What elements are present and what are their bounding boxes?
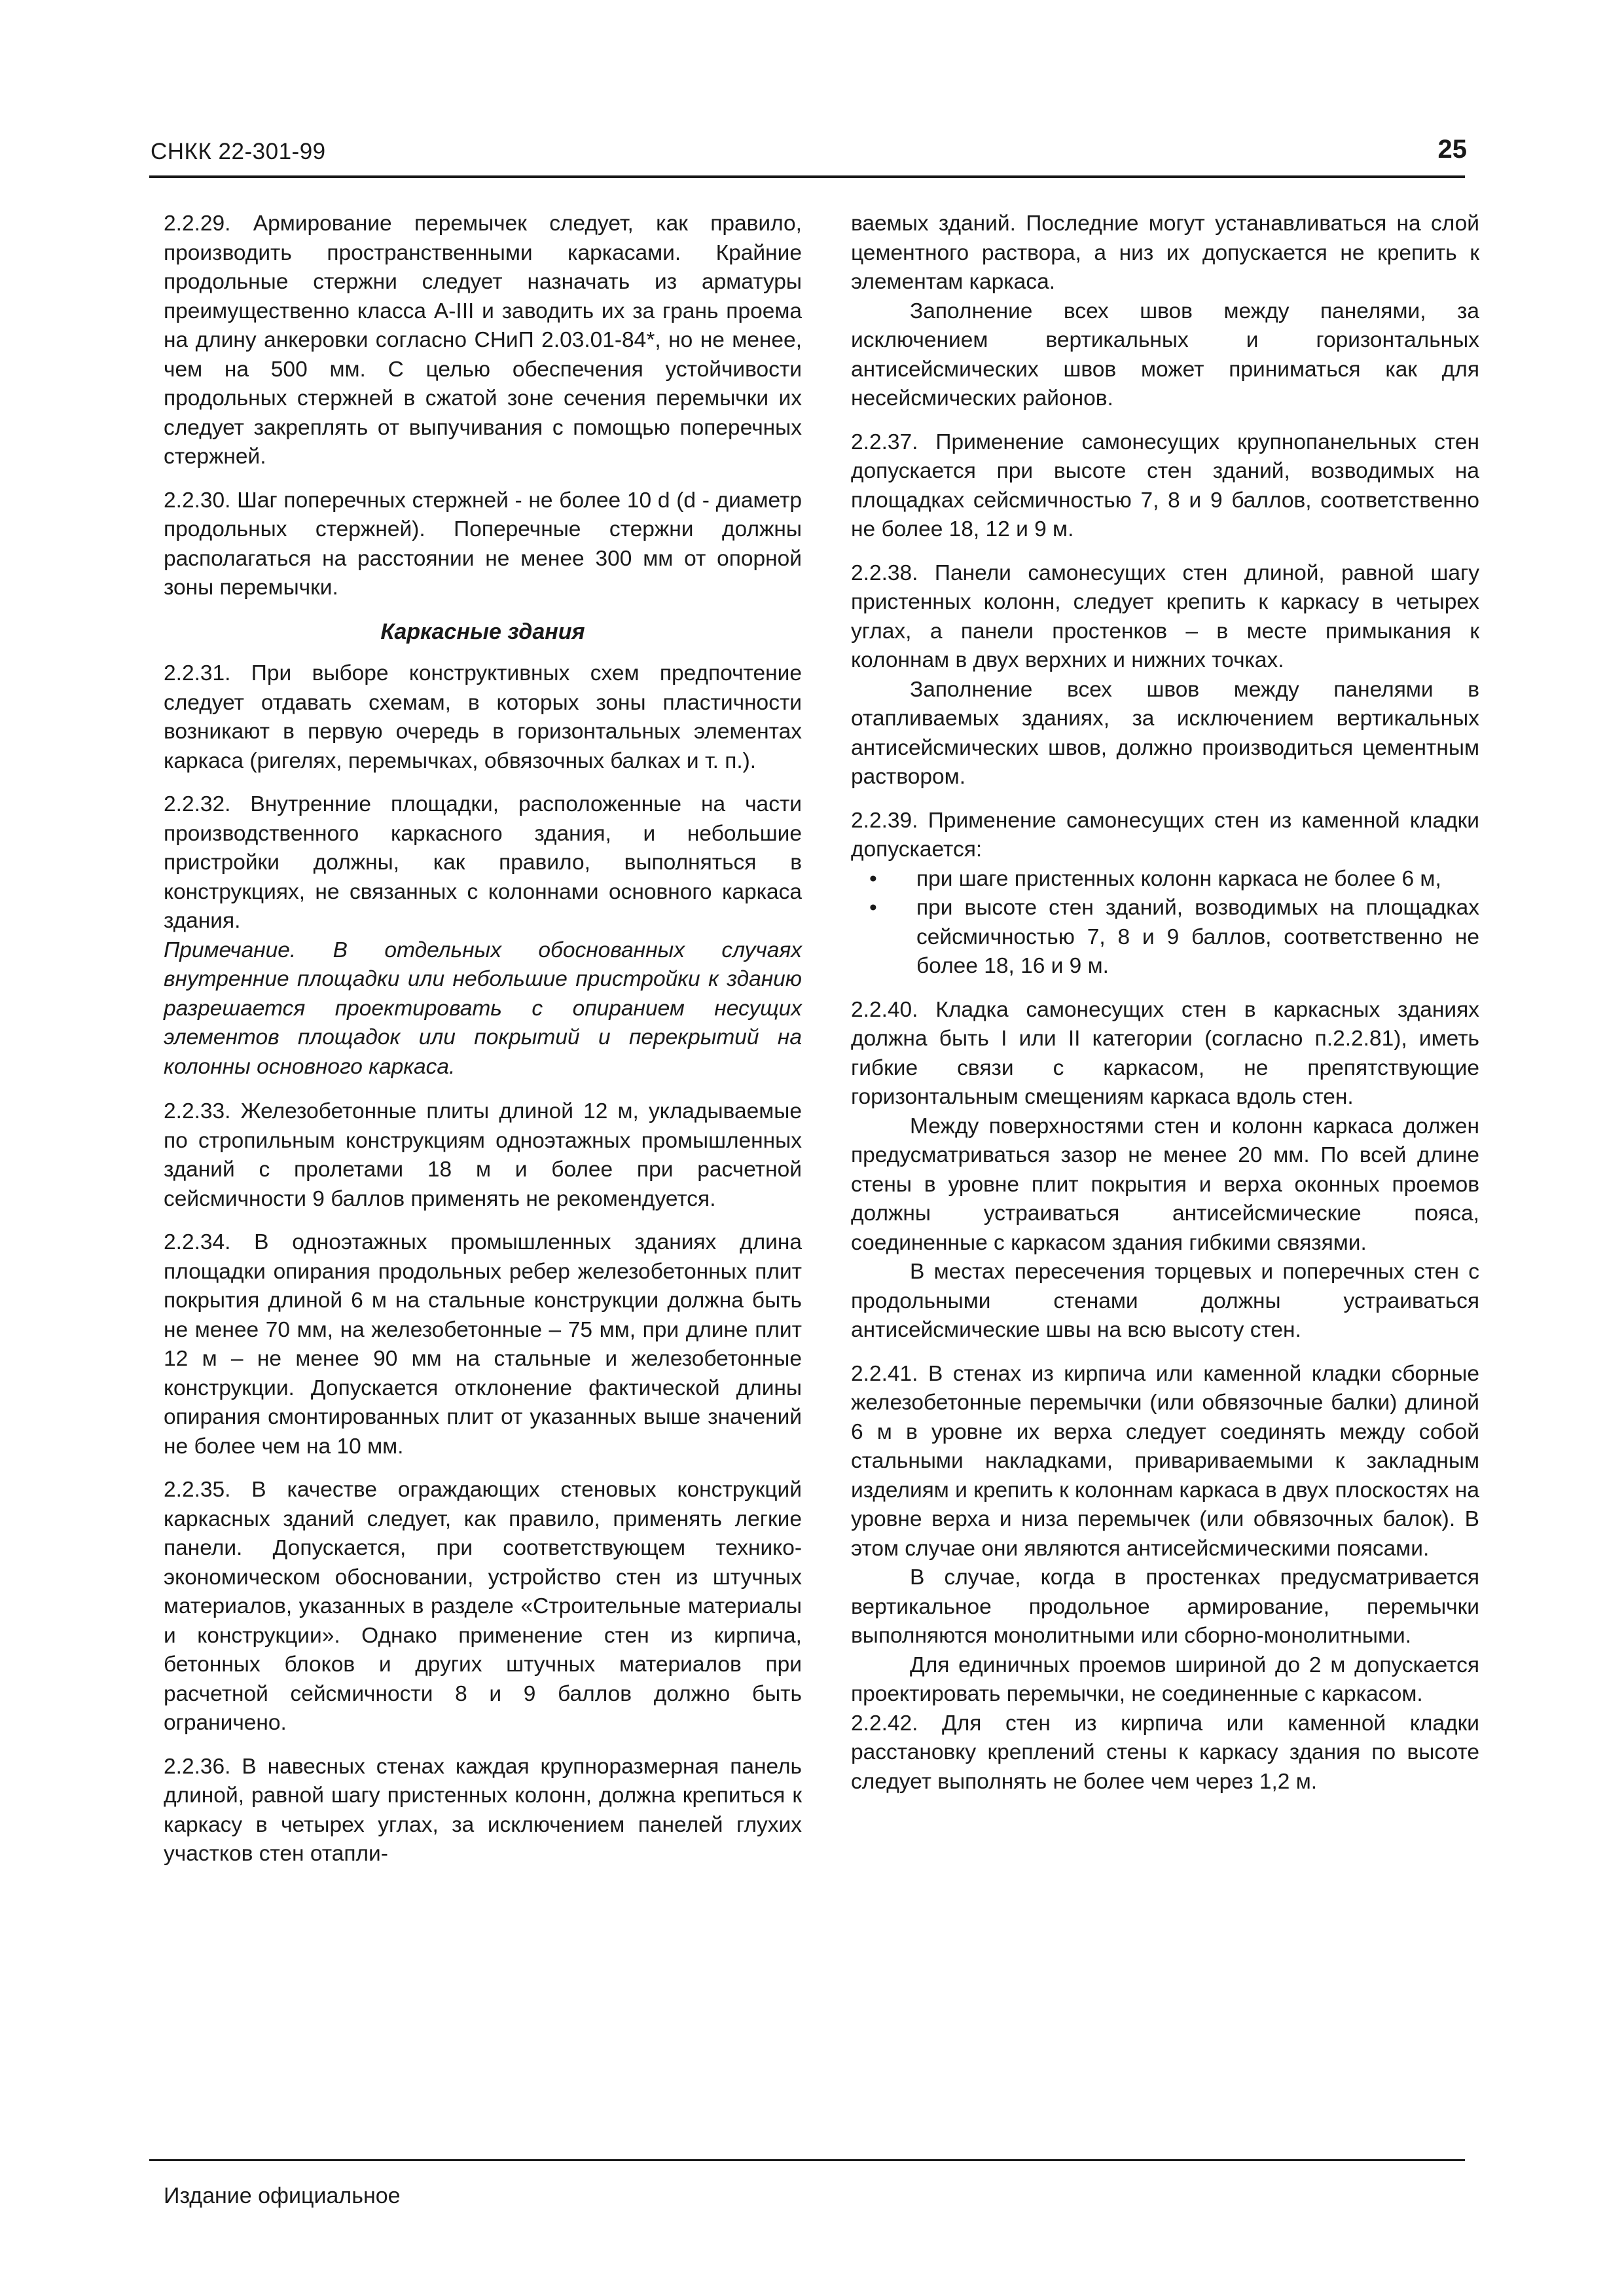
paragraph-2-2-36-start: 2.2.36. В навесных стенах каждая крупноразмерная панель длиной, равной шагу пристенных колонн, должна крепиться к каркасу в четырех углах, за исключением панелей глухих участков стен отапли- xyxy=(164,1754,802,1866)
page-number: 25 xyxy=(1437,135,1467,164)
paragraph-2-2-34: 2.2.34. В одноэтажных промышленных зданиях длина площадки опирания продольных ребер железобетонных плит покрытия длиной 6 м на стальные конструкции должна быть не менее 70 мм, на железобетонные – 75 мм, при длине плит 12 м – не менее 90 мм на стальные и железобетонные конструкции. Допускается отклонение фактической длины опирания смонтированных плит от указанных выше значений не более чем на 10 мм. xyxy=(164,1230,802,1459)
paragraph-intersection-joints: В местах пересечения торцевых и поперечных стен с продольными стенами должны устраиваться антисейсмические швы на всю высоту стен. xyxy=(851,1260,1479,1342)
paragraph-2-2-36-end: ваемых зданий. Последние могут устанавливаться на слой цементного раствора, а низ их допускается не крепить к элементам каркаса. xyxy=(851,211,1479,294)
paragraph-fill-joints-1: Заполнение всех швов между панелями, за исключением вертикальных и горизонтальных антисейсмических швов может приниматься как для несейсмических районов. xyxy=(851,299,1479,410)
footer-divider xyxy=(149,2159,1465,2161)
paragraph-2-2-31: 2.2.31. При выборе конструктивных схем предпочтение следует отдавать схемам, в которых зоны пластичности возникают в первую очередь в горизонтальных элементах каркаса (ригелях, перемычках, обвязочных балках и т. п.). xyxy=(164,661,802,773)
left-column xyxy=(164,210,802,1869)
list-item: • при высоте стен зданий, возводимых на площадках сейсмичностью 7, 8 и 9 баллов, соответственно не более 18, 16 и 9 м. xyxy=(916,894,1479,981)
paragraph-2-2-29: 2.2.29. Армирование перемычек следует, как правило, производить пространственными каркасами. Крайние продольные стержни следует назначать из арматуры преимущественно класса А-III и заводить их за грань проема на длину анкеровки согласно СНиП 2.03.01-84*, но не менее, чем на 500 мм. С целью обеспечения устойчивости продольных стержней в сжатой зоне сечения перемычки их следует закреплять от выпучивания с помощью поперечных стержней. xyxy=(164,211,802,469)
paragraph-reinforcement-case: В случае, когда в простенках предусматривается вертикальное продольное армирование, перемычки выполняются монолитными или сборно-монолитными. xyxy=(851,1565,1479,1648)
paragraph-gap-requirement: Между поверхностями стен и колонн каркаса должен предусматриваться зазор не менее 20 мм. По всей длине стены в уровне плит покрытия и верха оконных проемов должны устраиваться антисейсмические пояса, соединенные с каркасом здания гибкими связями. xyxy=(851,1114,1479,1255)
paragraph-2-2-40: 2.2.40. Кладка самонесущих стен в каркасных зданиях должна быть I или II категории (согласно п.2.2.81), иметь гибкие связи с каркасом, не препятствующие горизонтальным смещениям каркаса вдоль стен. xyxy=(851,997,1479,1109)
paragraph-2-2-38: 2.2.38. Панели самонесущих стен длиной, равной шагу пристенных колонн, следует крепить к каркасу в четырех углах, а панели простенков – в месте примыкания к колоннам в двух верхних и нижних точках. xyxy=(851,560,1479,672)
conditions-list xyxy=(851,865,1479,981)
paragraph-2-2-41: 2.2.41. В стенах из кирпича или каменной кладки сборные железобетонные перемычки (или обвязочные балки) длиной 6 м в уровне их верха следует соединять между собой стальными накладками, приваривaемыми к закладным изделиям и крепить к колоннам каркаса в двух плоскостях на уровне верха и низа перемычек (или обвязочных балок). В этом случае они являются антисейсмическими поясами. xyxy=(851,1361,1479,1561)
paragraph-2-2-35: 2.2.35. В качестве ограждающих стеновых конструкций каркасных зданий следует, как правило, применять легкие панели. Допускается, при соответствующем технико-экономическом обосновании, устройство стен из штучных материалов, указанных в разделе «Строительные материалы и конструкции». Однако применение стен из кирпича, бетонных блоков и других штучных материалов при расчетной сейсмичности 8 и 9 баллов должно быть ограничено. xyxy=(164,1478,802,1735)
paragraph-2-2-37: 2.2.37. Применение самонесущих крупнопанельных стен допускается при высоте стен зданий, возводимых на площадках сейсмичностью 7, 8 и 9 баллов, соответственно не более 18, 12 и 9 м. xyxy=(851,429,1479,541)
paragraph-2-2-33: 2.2.33. Железобетонные плиты длиной 12 м, укладываемые по стропильным конструкциям одноэтажных промышленных зданий с пролетами 18 м и более при расчетной сейсмичности 9 баллов применять не рекомендуется. xyxy=(164,1099,802,1211)
footer-text: Издание официальное xyxy=(164,2183,401,2208)
right-column xyxy=(851,210,1479,1796)
section-subheading: Каркасные здания xyxy=(380,619,585,644)
document-code: СНКК 22-301-99 xyxy=(151,139,326,164)
list-item: • при шаге пристенных колонн каркаса не более 6 м, xyxy=(916,865,1479,894)
paragraph-2-2-39: 2.2.39. Применение самонесущих стен из каменной кладки допускается: xyxy=(851,808,1479,862)
paragraph-2-2-30: 2.2.30. Шаг поперечных стержней - не более 10 d (d - диаметр продольных стержней). Поперечные стержни должны располагаться на расстоянии не менее 300 мм от опорной зоны перемычки. xyxy=(164,488,802,600)
paragraph-2-2-32: 2.2.32. Внутренние площадки, расположенные на части производственного каркасного здания, и небольшие пристройки должны, как правило, выполняться в конструкциях, не связанных с колоннами основного каркаса здания. xyxy=(164,792,802,933)
note-paragraph: Примечание. В отдельных обоснованных случаях внутренние площадки или небольшие пристройки к зданию разрешается проектировать с опиранием несущих элементов площадок или покрытий и перекрытий на колонны основного каркаса. xyxy=(164,938,802,1079)
paragraph-2-2-42: 2.2.42. Для стен из кирпича или каменной кладки расстановку креплений стены к каркасу здания по высоте следует выполнять не более чем через 1,2 м. xyxy=(851,1711,1479,1794)
paragraph-fill-joints-2: Заполнение всех швов между панелями в отапливаемых зданиях, за исключением вертикальных антисейсмических швов, должно производиться цементным раствором. xyxy=(851,677,1479,789)
paragraph-single-openings: Для единичных проемов шириной до 2 м допускается проектировать перемычки, не соединенные с каркасом. xyxy=(851,1652,1479,1706)
header-divider xyxy=(149,175,1465,178)
